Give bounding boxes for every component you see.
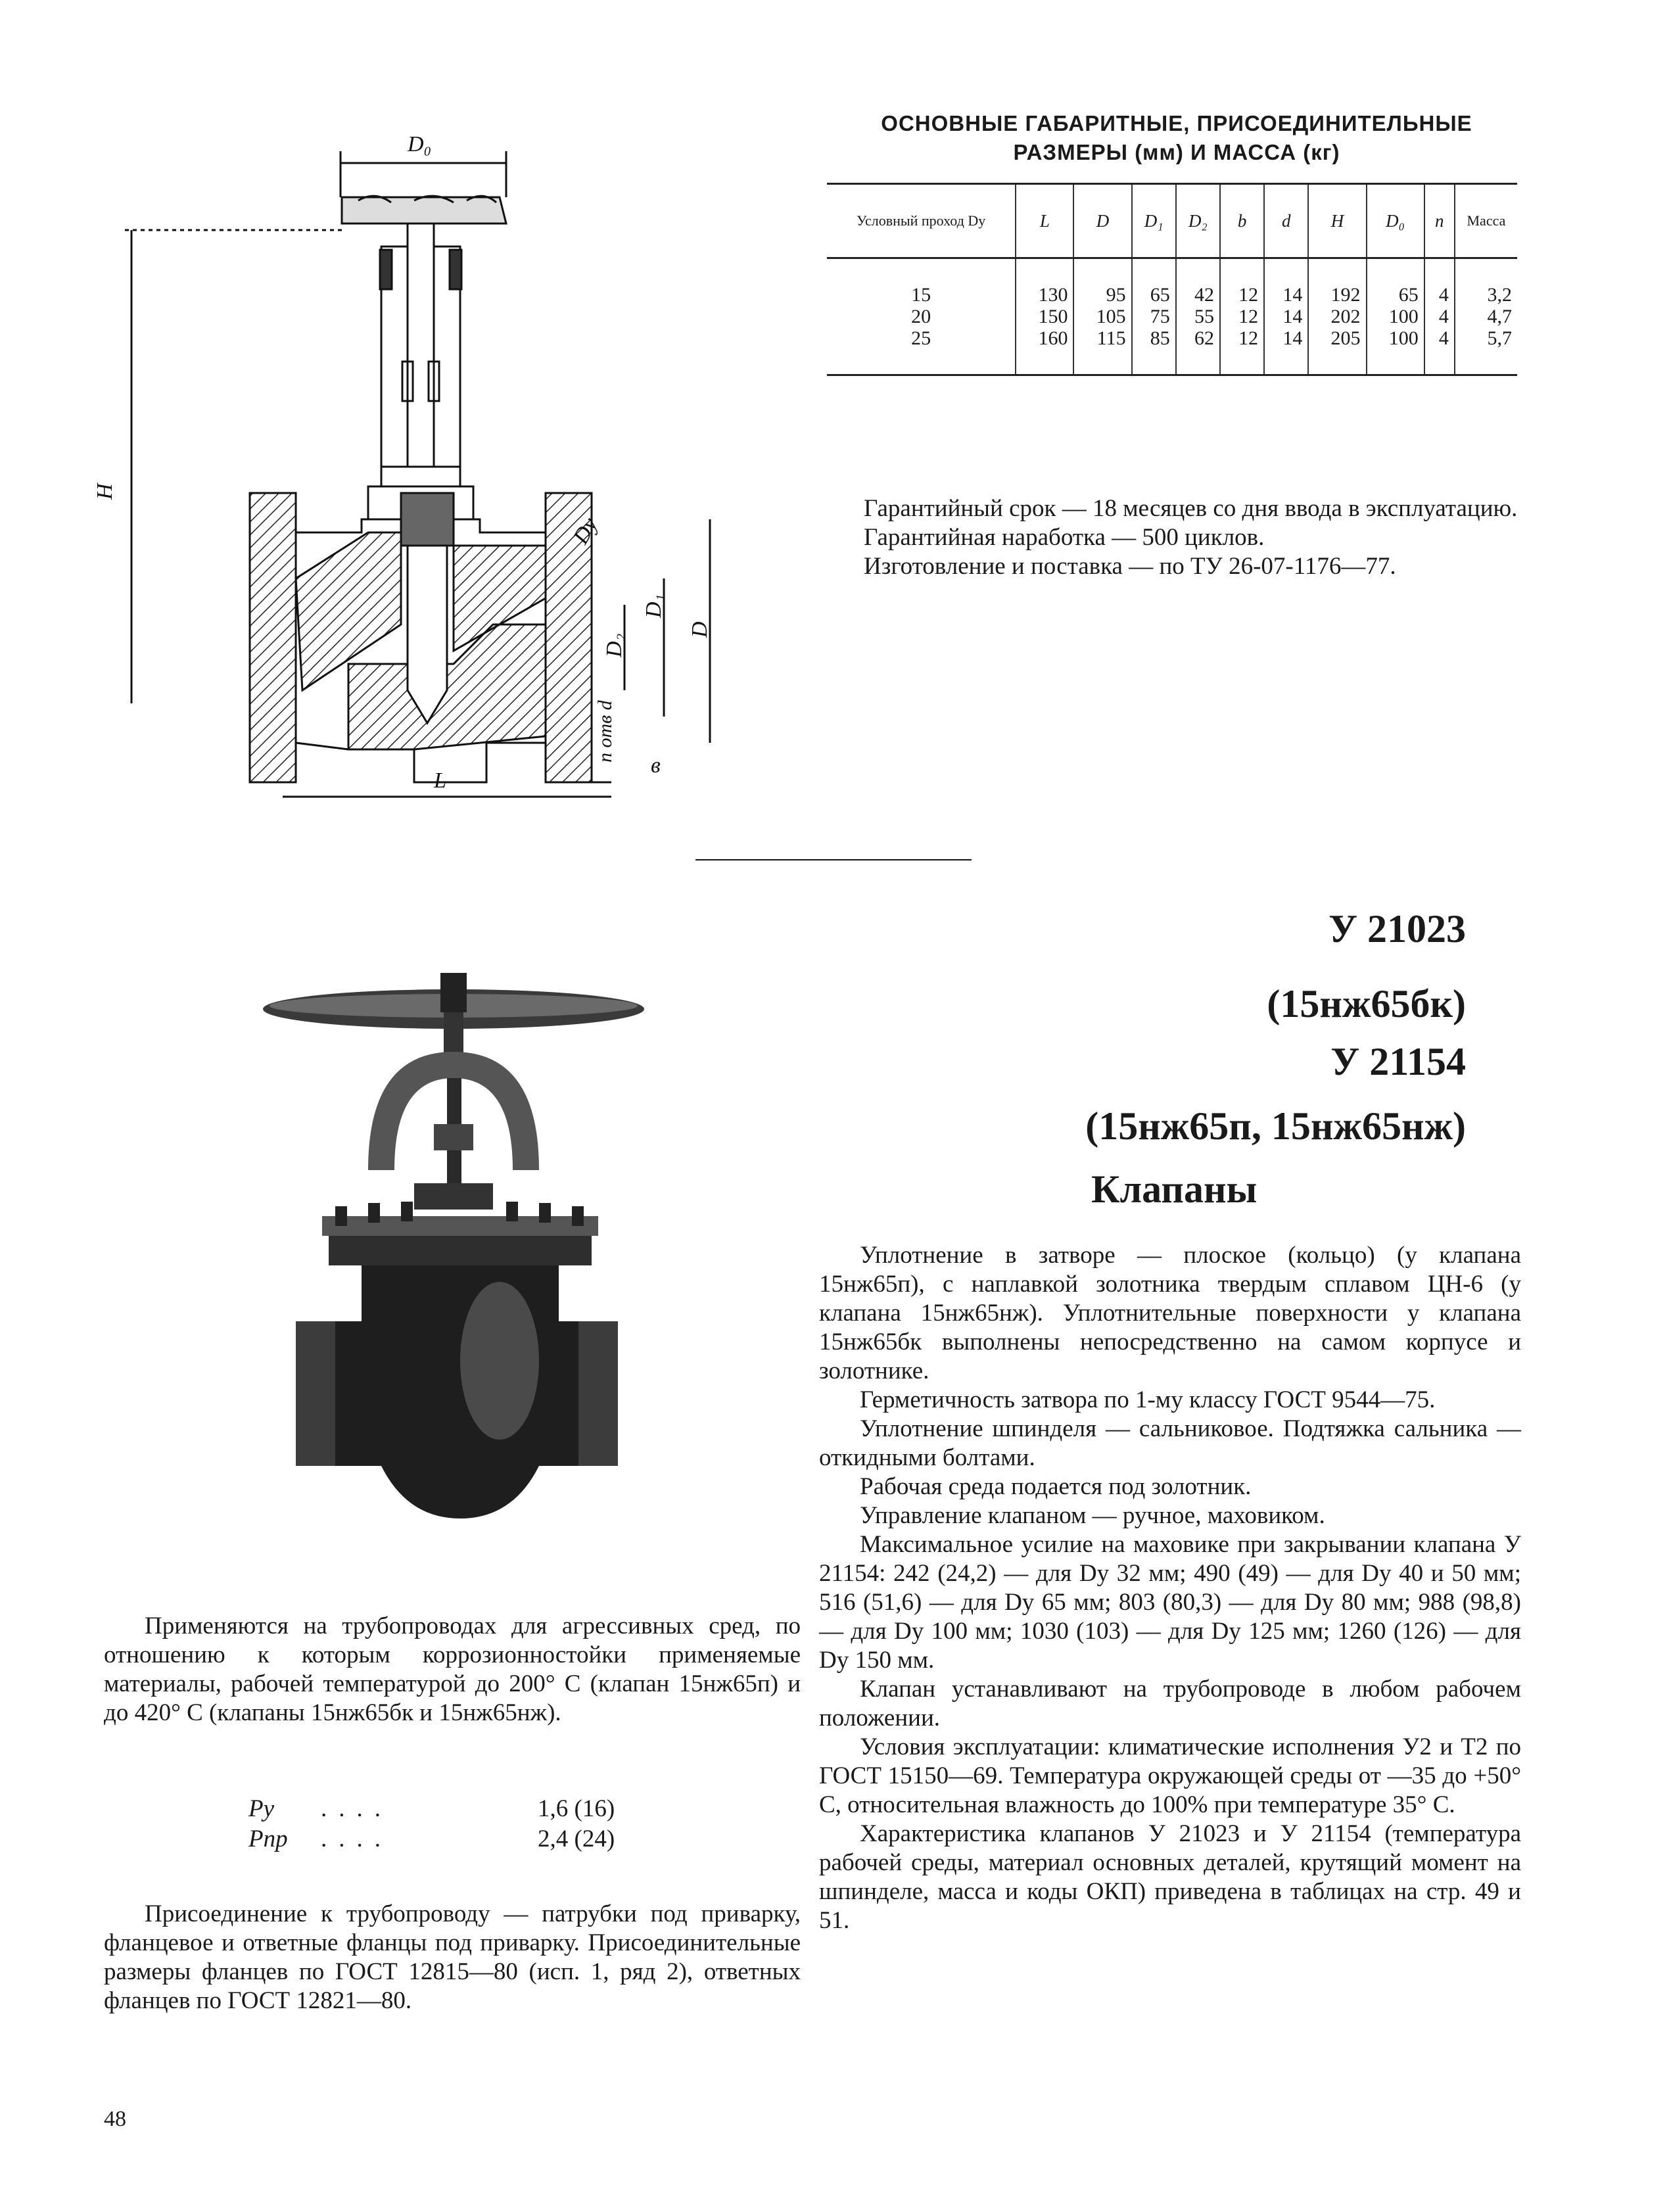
- paragraph-max-force: Максимальное усилие на маховике при закрывании клапана У 21154: 242 (24,2) — для Dу 32 мм; 490 (49) — для Dу 40 и 50 мм; 516 (51,6) — для Dу 65 мм; 803 (80,3) — для Dу 80 мм; 988 (98,8) — для Dу 100 мм; 1030 (103) — для Dу 125 мм; 1260 (126) — для Dу 150 мм.: [819, 1531, 1521, 1674]
- drawing-label-n-otv-d: n отв d: [594, 700, 616, 763]
- pressure-value: 2,4 (24): [538, 1825, 615, 1852]
- table-cell: 4: [1424, 258, 1455, 306]
- description-text: [819, 1241, 1521, 1935]
- table-row: [827, 258, 1517, 306]
- warranty-cycles: Гарантийная наработка — 500 циклов.: [864, 524, 1265, 551]
- table-cell: 14: [1264, 306, 1308, 327]
- table-cell: 205: [1308, 327, 1366, 375]
- paragraph-flow: Рабочая среда подается под золотник.: [860, 1473, 1252, 1500]
- dimensions-table: [827, 183, 1517, 376]
- table-row: [827, 306, 1517, 327]
- table-cell: 4,7: [1455, 306, 1517, 327]
- warranty-text: [823, 494, 1520, 581]
- warranty-period: Гарантийный срок — 18 месяцев со дня ввода в эксплуатацию.: [864, 495, 1518, 522]
- drawing-label-d: D: [688, 621, 712, 638]
- drawing-label-dy: Dу: [568, 513, 603, 548]
- table-cell: 4: [1424, 327, 1455, 375]
- drawing-label-l: L: [434, 768, 446, 793]
- table-cell: 55: [1176, 306, 1220, 327]
- paragraph-tightness: Герметичность затвора по 1-му классу ГОСТ 9544—75.: [860, 1386, 1436, 1413]
- table-cell: 192: [1308, 258, 1366, 306]
- header-d: D: [1073, 184, 1131, 258]
- paragraph-application: Применяются на трубопроводах для агрессивных сред, по отношению к которым коррозионностойки применяемые материалы, рабочей температурой до 200° С (клапан 15нж65п) и до 420° С (клапаны 15нж65бк и 15нж65нж).: [104, 1612, 801, 1726]
- application-text: [104, 1612, 801, 1728]
- table-cell: 14: [1264, 327, 1308, 375]
- valve-section-drawing: [93, 125, 743, 815]
- table-cell: 95: [1073, 258, 1131, 306]
- table-cell: 100: [1367, 306, 1424, 327]
- header-d2: D₂: [1176, 184, 1220, 258]
- page-number: 48: [104, 2107, 126, 2131]
- table-cell: 3,2: [1455, 258, 1517, 306]
- connection-text: [104, 1900, 801, 2015]
- table-cell: 14: [1264, 258, 1308, 306]
- paragraph-installation: Клапан устанавливают на трубопроводе в любом рабочем положении.: [819, 1676, 1521, 1731]
- header-d-small: d: [1264, 184, 1308, 258]
- table-cell: 62: [1176, 327, 1220, 375]
- pressure-row: [248, 1825, 656, 1855]
- table-cell: 65: [1367, 258, 1424, 306]
- product-code-1: У 21023: [1328, 907, 1466, 951]
- table-title-line1: ОСНОВНЫЕ ГАБАРИТНЫЕ, ПРИСОЕДИНИТЕЛЬНЫЕ: [881, 111, 1472, 135]
- header-l: L: [1016, 184, 1073, 258]
- paragraph-sealing: Уплотнение в затворе — плоское (кольцо) (у клапана 15нж65п), с наплавкой золотника твердым сплавом ЦН-6 (у клапана 15нж65нж). Уплотнительные поверхности у клапана 15нж65бк выполнены непосредственно на самом корпусе и золотнике.: [819, 1242, 1521, 1384]
- table-cell: 85: [1132, 327, 1176, 375]
- header-b: b: [1220, 184, 1264, 258]
- leader-dots: ....: [321, 1825, 392, 1852]
- header-d0: D₀: [1367, 184, 1424, 258]
- product-code-2: У 21154: [1330, 1040, 1466, 1083]
- table-cell: 65: [1132, 258, 1176, 306]
- manufacturing-spec: Изготовление и поставка — по ТУ 26-07-1176—77.: [864, 553, 1396, 580]
- paragraph-control: Управление клапаном — ручное, маховиком.: [860, 1502, 1325, 1529]
- header-mass: Масса: [1455, 184, 1517, 258]
- table-cell: 12: [1220, 327, 1264, 375]
- drawing-label-h: H: [93, 483, 117, 500]
- paragraph-characteristics: Характеристика клапанов У 21023 и У 21154 (температура рабочей среды, материал основных деталей, крутящий момент на шпинделе, масса и коды ОКП) приведена в таблицах на стр. 49 и 51.: [819, 1820, 1521, 1934]
- table-cell: 202: [1308, 306, 1366, 327]
- pressure-row: [248, 1795, 656, 1825]
- drawing-label-d1: D₁: [642, 594, 666, 618]
- table-cell: 105: [1073, 306, 1131, 327]
- table-cell: 12: [1220, 258, 1264, 306]
- drawing-label-d0: D₀: [408, 132, 432, 156]
- pressure-value: 1,6 (16): [538, 1795, 615, 1822]
- product-model-1: (15нж65бк): [1267, 982, 1466, 1025]
- header-h: H: [1308, 184, 1366, 258]
- product-name: Клапаны: [1091, 1167, 1258, 1211]
- table-cell: 75: [1132, 306, 1176, 327]
- table-cell: 12: [1220, 306, 1264, 327]
- header-n: n: [1424, 184, 1455, 258]
- product-model-2: (15нж65п, 15нж65нж): [1085, 1104, 1466, 1148]
- drawing-label-b: в: [651, 753, 661, 778]
- pressure-symbol: Pпр: [248, 1825, 288, 1852]
- table-cell: 115: [1073, 327, 1131, 375]
- table-cell: 130: [1016, 258, 1073, 306]
- table-title: [828, 109, 1525, 167]
- table-cell: 15: [911, 284, 931, 306]
- header-nominal-bore: Условный проход Dу: [827, 184, 1016, 258]
- paragraph-stem-seal: Уплотнение шпинделя — сальниковое. Подтяжка сальника — откидными болтами.: [819, 1415, 1521, 1471]
- pressure-symbol: Pу: [248, 1795, 275, 1822]
- drawing-label-d2: D₂: [602, 633, 626, 657]
- table-cell: 25: [827, 327, 1016, 375]
- table-cell: 150: [1016, 306, 1073, 327]
- table-header-row: [827, 184, 1517, 258]
- header-d1: D₁: [1132, 184, 1176, 258]
- table-cell: 100: [1367, 327, 1424, 375]
- table-cell: 20: [911, 306, 931, 327]
- valve-photo: [250, 953, 684, 1551]
- table-cell: 42: [1176, 258, 1220, 306]
- leader-dots: ....: [321, 1795, 392, 1822]
- table-cell: 5,7: [1455, 327, 1517, 375]
- table-title-line2: РАЗМЕРЫ (мм) И МАССА (кг): [1013, 140, 1340, 164]
- table-cell: 160: [1016, 327, 1073, 375]
- paragraph-connection: Присоединение к трубопроводу — патрубки под приварку, фланцевое и ответные фланцы под приварку. Присоединительные размеры фланцев по ГОСТ 12815—80 (исп. 1, ряд 2), ответных фланцев по ГОСТ 12821—80.: [104, 1900, 801, 2014]
- table-cell: 4: [1424, 306, 1455, 327]
- table-row: [827, 327, 1517, 375]
- paragraph-conditions: Условия эксплуатации: климатические исполнения У2 и Т2 по ГОСТ 15150—69. Температура окружающей среды от —35 до +50° С, относительная влажность до 100% при температуре 35° С.: [819, 1733, 1521, 1818]
- pressure-values: [248, 1795, 656, 1855]
- section-divider: [695, 859, 972, 860]
